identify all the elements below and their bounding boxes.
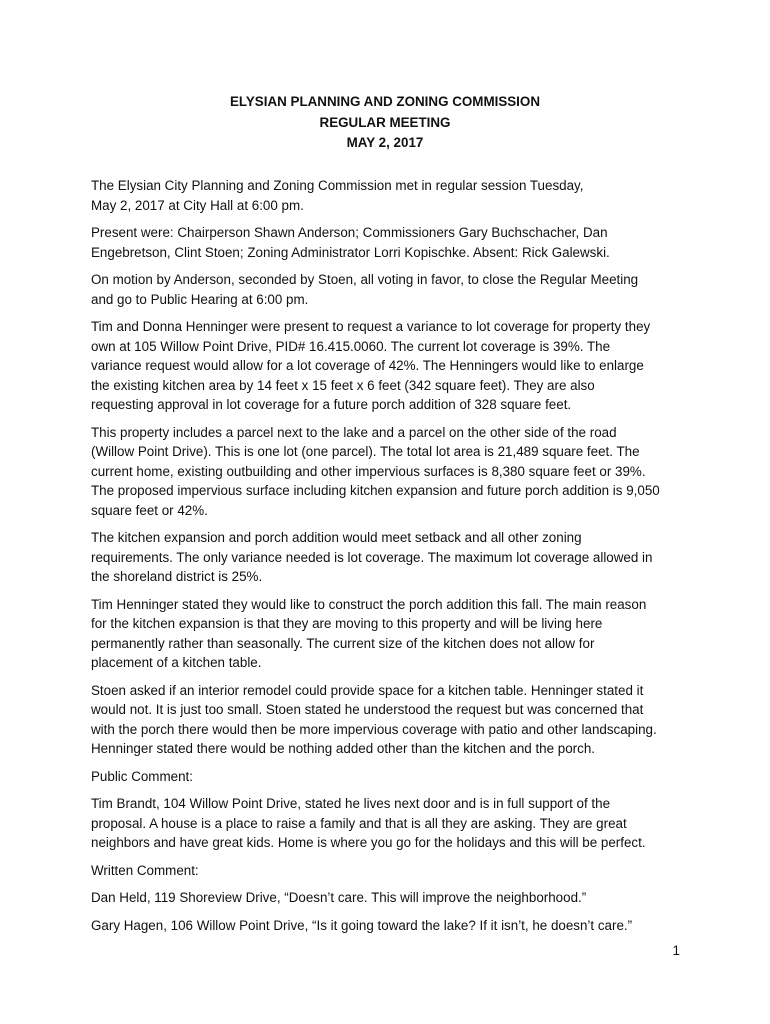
paragraph-henninger-statement: Tim Henninger stated they would like to construct the porch addition this fall. The main reason for the kitchen expansion is that they are moving to this property and will be living here permanently rather than seasonally. The current size of the kitchen does not allow for placement of a kitchen table. — [91, 596, 647, 670]
paragraph-stoen-question: Stoen asked if an interior remodel could provide space for a kitchen table. Henninger stated it would not. It is just too small. Stoen stated he understood the request but was concerned that with the porch there would then be more impervious coverage with patio and other landscaping. Henninger stated there would be nothing added other than the kitchen and the porch. — [91, 682, 657, 756]
paragraph-hagen-comment: Gary Hagen, 106 Willow Point Drive, “Is it going toward the lake? If it isn’t, he doesn’t care.” — [91, 917, 633, 933]
header-meeting-type: REGULAR MEETING — [319, 114, 451, 130]
paragraph-zoning-requirements: The kitchen expansion and porch addition would meet setback and all other zoning requirements. The only variance needed is lot coverage. The maximum lot coverage allowed in the shoreland district is 25%. — [91, 530, 653, 584]
heading-public-comment: Public Comment: — [91, 768, 193, 784]
page-number: 1 — [672, 943, 680, 958]
paragraph-motion: On motion by Anderson, seconded by Stoen, all voting in favor, to close the Regular Meeting and go to Public Hearing at 6:00 pm. — [91, 272, 639, 307]
paragraph-property-details: This property includes a parcel next to the lake and a parcel on the other side of the road (Willow Point Drive). This is one lot (one parcel). The total lot area is 21,489 square feet. The current home, existing outbuilding and other impervious surfaces is 8,380 square feet or 39%. The proposed impervious surface including kitchen expansion and future porch addition is 9,050 square feet or 42%. — [91, 424, 660, 518]
paragraph-variance-request: Tim and Donna Henninger were present to request a variance to lot coverage for property they own at 105 Willow Point Drive, PID# 16.415.0060. The current lot coverage is 39%. The variance request would allow for a lot coverage of 42%. The Henningers would like to enlarge the existing kitchen area by 14 feet x 15 feet x 6 feet (342 square feet). They are also requesting approval in lot coverage for a future porch addition of 328 square feet. — [91, 319, 651, 412]
paragraph-session-intro: The Elysian City Planning and Zoning Commission met in regular session Tuesday, May 2, 2017 at City Hall at 6:00 pm. — [91, 178, 584, 213]
paragraph-held-comment: Dan Held, 119 Shoreview Drive, “Doesn’t care. This will improve the neighborhood.” — [91, 890, 587, 905]
heading-written-comment: Written Comment: — [91, 862, 199, 878]
document-body — [91, 176, 691, 943]
header-commission-name: ELYSIAN PLANNING AND ZONING COMMISSION — [230, 94, 540, 109]
header-meeting-date: MAY 2, 2017 — [346, 135, 424, 150]
document-header — [0, 92, 770, 154]
paragraph-brandt-comment: Tim Brandt, 104 Willow Point Drive, stated he lives next door and is in full support of the proposal. A house is a place to raise a family and that is all they are asking. They are great neighbors and have great kids. Home is where you go for the holidays and this will be perfect. — [91, 796, 646, 850]
paragraph-attendance: Present were: Chairperson Shawn Anderson; Commissioners Gary Buchschacher, Dan Engebretson, Clint Stoen; Zoning Administrator Lorri Kopischke. Absent: Rick Galewski. — [91, 225, 610, 260]
